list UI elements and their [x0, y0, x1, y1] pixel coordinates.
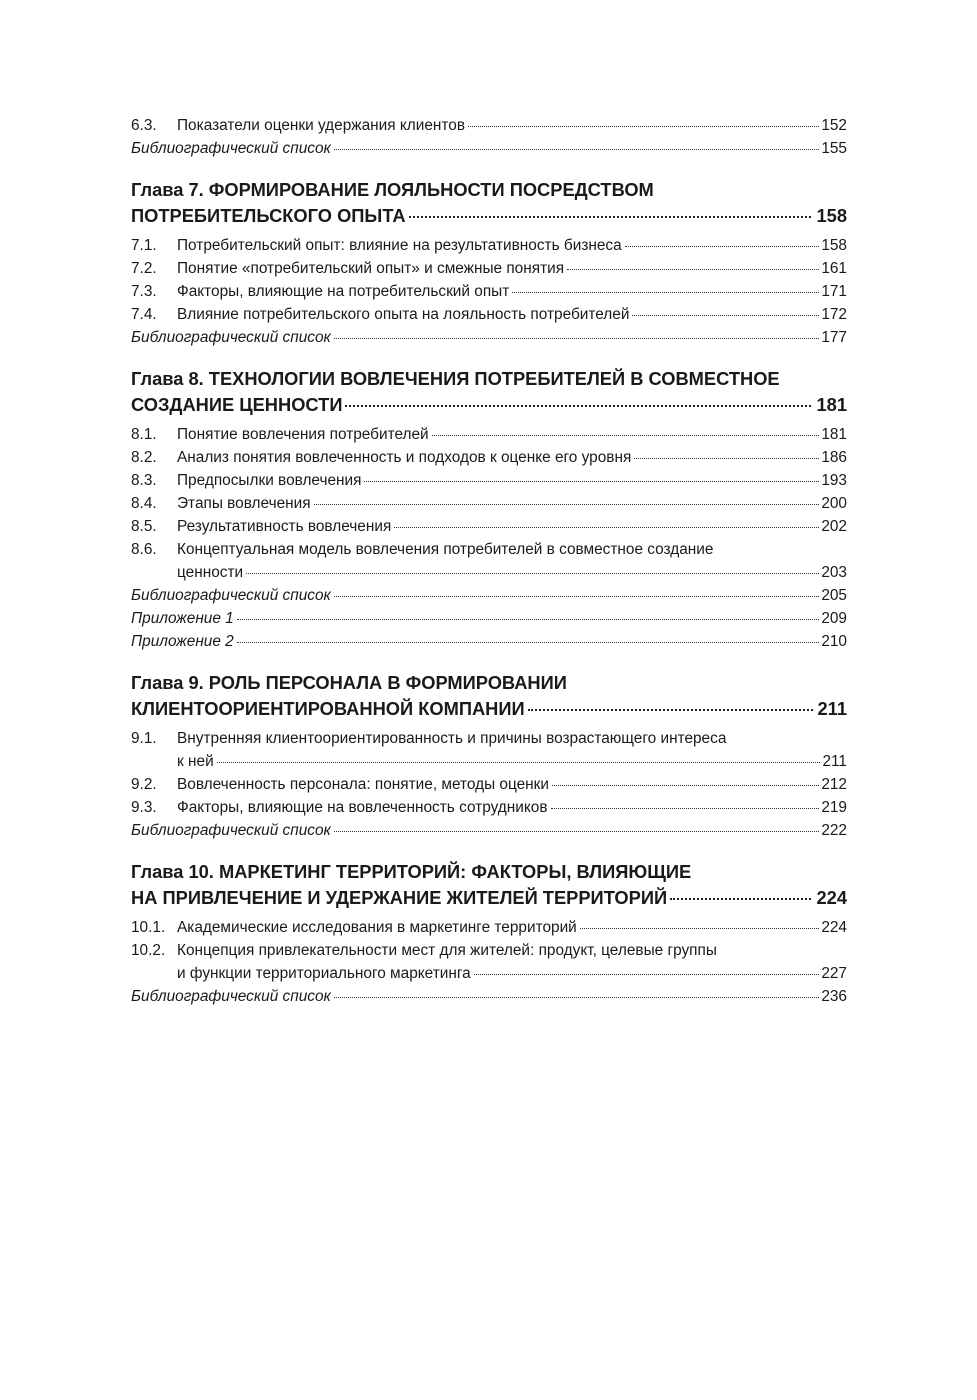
toc-entry-8-3[interactable]: [131, 469, 847, 492]
toc-entry-7-1[interactable]: [131, 234, 847, 257]
section-title-line2: ценности: [177, 564, 244, 581]
toc-entry-7-3[interactable]: [131, 280, 847, 303]
toc-entry-appendix-2[interactable]: [131, 630, 847, 653]
dot-leader: [432, 435, 820, 436]
section-title: Вовлеченность персонала: понятие, методы оценки: [177, 776, 550, 793]
section-title-line1: Концепция привлекательности мест для жителей: продукт, целевые группы: [177, 942, 717, 959]
section-number: 8.5.: [131, 518, 157, 535]
section-number: 7.2.: [131, 260, 157, 277]
section-number: 7.3.: [131, 283, 157, 300]
toc-entry-10-2[interactable]: [131, 939, 847, 985]
dot-leader: [364, 481, 819, 482]
dot-leader: [634, 458, 819, 459]
page-number: 227: [821, 965, 847, 982]
chapter-title-line2: НА ПРИВЛЕЧЕНИЕ И УДЕРЖАНИЕ ЖИТЕЛЕЙ ТЕРРИТОРИЙ: [131, 887, 668, 908]
section-number: 7.1.: [131, 237, 157, 254]
section-number: 7.4.: [131, 306, 157, 323]
toc-entry-10-1[interactable]: [131, 916, 847, 939]
toc-entry-8-1[interactable]: [131, 423, 847, 446]
section-title-line1: Концептуальная модель вовлечения потребителей в совместное создание: [177, 541, 714, 558]
page-number: 177: [821, 329, 847, 346]
dot-leader: [237, 619, 820, 620]
toc-entry-7-2[interactable]: [131, 257, 847, 280]
dot-leader: [551, 808, 820, 809]
page-number: 211: [822, 753, 847, 770]
chapter-9-heading[interactable]: [131, 670, 847, 722]
dot-leader: [334, 831, 820, 832]
toc-entry-6-3[interactable]: [131, 114, 847, 137]
section-title: Библиографический список: [131, 988, 331, 1005]
chapter-title-line1: Глава 9. РОЛЬ ПЕРСОНАЛА В ФОРМИРОВАНИИ: [131, 672, 567, 693]
section-number: 8.2.: [131, 449, 157, 466]
chapter-page-number: 181: [816, 394, 847, 415]
section-number: 6.3.: [131, 117, 157, 134]
toc-entry-bibliography-ch9[interactable]: [131, 819, 847, 842]
page-number: 200: [821, 495, 847, 512]
section-title-line2: и функции территориального маркетинга: [177, 965, 471, 982]
page-number: 202: [821, 518, 847, 535]
page-number: 161: [821, 260, 847, 277]
section-title: Библиографический список: [131, 140, 331, 157]
dot-leader: [334, 596, 820, 597]
dot-leader: [528, 709, 813, 711]
dot-leader: [334, 997, 820, 998]
page-number: 236: [821, 988, 847, 1005]
page-number: 152: [821, 117, 847, 134]
toc-entry-appendix-1[interactable]: [131, 607, 847, 630]
section-number: 9.3.: [131, 799, 157, 816]
toc-entry-8-5[interactable]: [131, 515, 847, 538]
chapter-page-number: 224: [816, 887, 847, 908]
section-title: Предпосылки вовлечения: [177, 472, 362, 489]
toc-entry-8-6[interactable]: [131, 538, 847, 584]
section-title-line1: Внутренняя клиентоориентированность и причины возрастающего интереса: [177, 730, 727, 747]
section-number: 8.4.: [131, 495, 157, 512]
chapter-title-line2: КЛИЕНТООРИЕНТИРОВАННОЙ КОМПАНИИ: [131, 698, 525, 719]
section-title: Результативность вовлечения: [177, 518, 392, 535]
dot-leader: [394, 527, 819, 528]
page-number: 155: [821, 140, 847, 157]
section-title: Библиографический список: [131, 329, 331, 346]
section-title-line2: к ней: [177, 753, 214, 770]
dot-leader: [625, 246, 820, 247]
toc-entry-9-3[interactable]: [131, 796, 847, 819]
dot-leader: [670, 898, 811, 900]
toc-entry-7-4[interactable]: [131, 303, 847, 326]
section-title: Приложение 2: [131, 633, 234, 650]
toc-entry-8-2[interactable]: [131, 446, 847, 469]
chapter-title-line1: Глава 10. МАРКЕТИНГ ТЕРРИТОРИЙ: ФАКТОРЫ, ВЛИЯЮЩИЕ: [131, 861, 692, 882]
dot-leader: [552, 785, 819, 786]
chapter-10-heading[interactable]: [131, 859, 847, 911]
page-number: 193: [821, 472, 847, 489]
page-number: 171: [821, 283, 847, 300]
page-number: 210: [821, 633, 847, 650]
toc-entry-bibliography-ch6[interactable]: [131, 137, 847, 160]
table-of-contents: [131, 114, 847, 1008]
chapter-8-heading[interactable]: [131, 366, 847, 418]
dot-leader: [334, 149, 820, 150]
page-number: 222: [821, 822, 847, 839]
chapter-title-line2: ПОТРЕБИТЕЛЬСКОГО ОПЫТА: [131, 205, 406, 226]
dot-leader: [246, 573, 819, 574]
section-title: Библиографический список: [131, 587, 331, 604]
section-title: Библиографический список: [131, 822, 331, 839]
chapter-page-number: 211: [817, 698, 847, 719]
section-title: Влияние потребительского опыта на лояльность потребителей: [177, 306, 630, 323]
section-title: Факторы, влияющие на потребительский опыт: [177, 283, 510, 300]
section-number: 9.2.: [131, 776, 157, 793]
toc-entry-bibliography-ch10[interactable]: [131, 985, 847, 1008]
toc-entry-8-4[interactable]: [131, 492, 847, 515]
toc-entry-bibliography-ch8[interactable]: [131, 584, 847, 607]
dot-leader: [632, 315, 819, 316]
toc-entry-bibliography-ch7[interactable]: [131, 326, 847, 349]
page-number: 212: [821, 776, 847, 793]
dot-leader: [512, 292, 819, 293]
page-number: 181: [821, 426, 847, 443]
chapter-7-heading[interactable]: [131, 177, 847, 229]
page-number: 205: [821, 587, 847, 604]
section-title: Анализ понятия вовлеченность и подходов к оценке его уровня: [177, 449, 632, 466]
section-title: Академические исследования в маркетинге территорий: [177, 919, 577, 936]
page-number: 186: [821, 449, 847, 466]
section-number: 8.3.: [131, 472, 157, 489]
section-title: Приложение 1: [131, 610, 234, 627]
dot-leader: [217, 762, 821, 763]
section-title: Этапы вовлечения: [177, 495, 311, 512]
dot-leader: [314, 504, 820, 505]
dot-leader: [580, 928, 820, 929]
page-number: 219: [821, 799, 847, 816]
page-number: 203: [821, 564, 847, 581]
section-number: 8.6.: [131, 541, 157, 558]
dot-leader: [334, 338, 820, 339]
section-title: Показатели оценки удержания клиентов: [177, 117, 466, 134]
chapter-title-line1: Глава 7. ФОРМИРОВАНИЕ ЛОЯЛЬНОСТИ ПОСРЕДСТВОМ: [131, 179, 654, 200]
section-title: Потребительский опыт: влияние на результативность бизнеса: [177, 237, 622, 254]
dot-leader: [474, 974, 820, 975]
page-number: 172: [821, 306, 847, 323]
page-number: 224: [821, 919, 847, 936]
section-number: 9.1.: [131, 730, 157, 747]
section-title: Понятие «потребительский опыт» и смежные понятия: [177, 260, 565, 277]
page-number: 209: [821, 610, 847, 627]
section-title: Понятие вовлечения потребителей: [177, 426, 429, 443]
chapter-page-number: 158: [816, 205, 847, 226]
section-number: 10.2.: [131, 942, 166, 959]
chapter-title-line2: СОЗДАНИЕ ЦЕННОСТИ: [131, 394, 343, 415]
toc-entry-9-1[interactable]: [131, 727, 847, 773]
section-number: 8.1.: [131, 426, 157, 443]
dot-leader: [409, 216, 812, 218]
dot-leader: [237, 642, 820, 643]
chapter-title-line1: Глава 8. ТЕХНОЛОГИИ ВОВЛЕЧЕНИЯ ПОТРЕБИТЕЛЕЙ В СОВМЕСТНОЕ: [131, 368, 780, 389]
dot-leader: [468, 126, 819, 127]
dot-leader: [567, 269, 819, 270]
toc-entry-9-2[interactable]: [131, 773, 847, 796]
dot-leader: [345, 405, 811, 407]
section-number: 10.1.: [131, 919, 166, 936]
section-title: Факторы, влияющие на вовлеченность сотрудников: [177, 799, 548, 816]
page-number: 158: [821, 237, 847, 254]
